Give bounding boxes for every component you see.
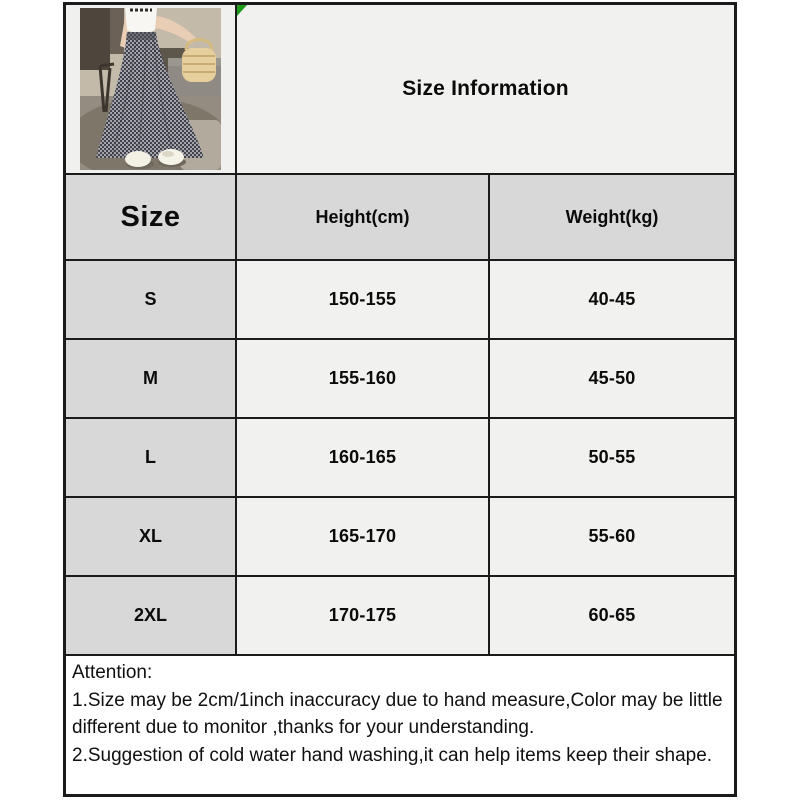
size-information-title: Size Information (402, 77, 569, 100)
height-value-s: 150-155 (237, 261, 488, 338)
height-value-l: 160-165 (237, 419, 488, 496)
attention-line-3: 2.Suggestion of cold water hand washing,it can help items keep their shape. (72, 744, 713, 766)
row-label-m: M (66, 340, 235, 417)
column-header-size: Size (66, 175, 235, 259)
attention-line-2: different due to monitor ,thanks for your understanding. (72, 717, 535, 738)
weight-value-2xl: 60-65 (490, 577, 734, 654)
cell-comment-marker-icon (237, 5, 247, 16)
weight-value-s: 40-45 (490, 261, 734, 338)
row-label-xl: XL (66, 498, 235, 575)
weight-value-xl: 55-60 (490, 498, 734, 575)
size-chart-grid (66, 5, 734, 794)
product-photo-cell (66, 5, 235, 173)
height-value-m: 155-160 (237, 340, 488, 417)
product-photo (80, 8, 221, 170)
attention-notes (66, 656, 734, 794)
size-chart-table (63, 2, 737, 797)
column-header-height: Height(cm) (237, 175, 488, 259)
column-header-weight: Weight(kg) (490, 175, 734, 259)
height-value-2xl: 170-175 (237, 577, 488, 654)
height-value-xl: 165-170 (237, 498, 488, 575)
product-photo-illustration (80, 8, 221, 170)
size-information-title-cell (237, 5, 734, 173)
weight-value-m: 45-50 (490, 340, 734, 417)
attention-heading: Attention: (72, 662, 153, 683)
weight-value-l: 50-55 (490, 419, 734, 496)
row-label-2xl: 2XL (66, 577, 235, 654)
attention-line-1: 1.Size may be 2cm/1inch inaccuracy due to hand measure,Color may be little (72, 689, 723, 711)
row-label-l: L (66, 419, 235, 496)
row-label-s: S (66, 261, 235, 338)
